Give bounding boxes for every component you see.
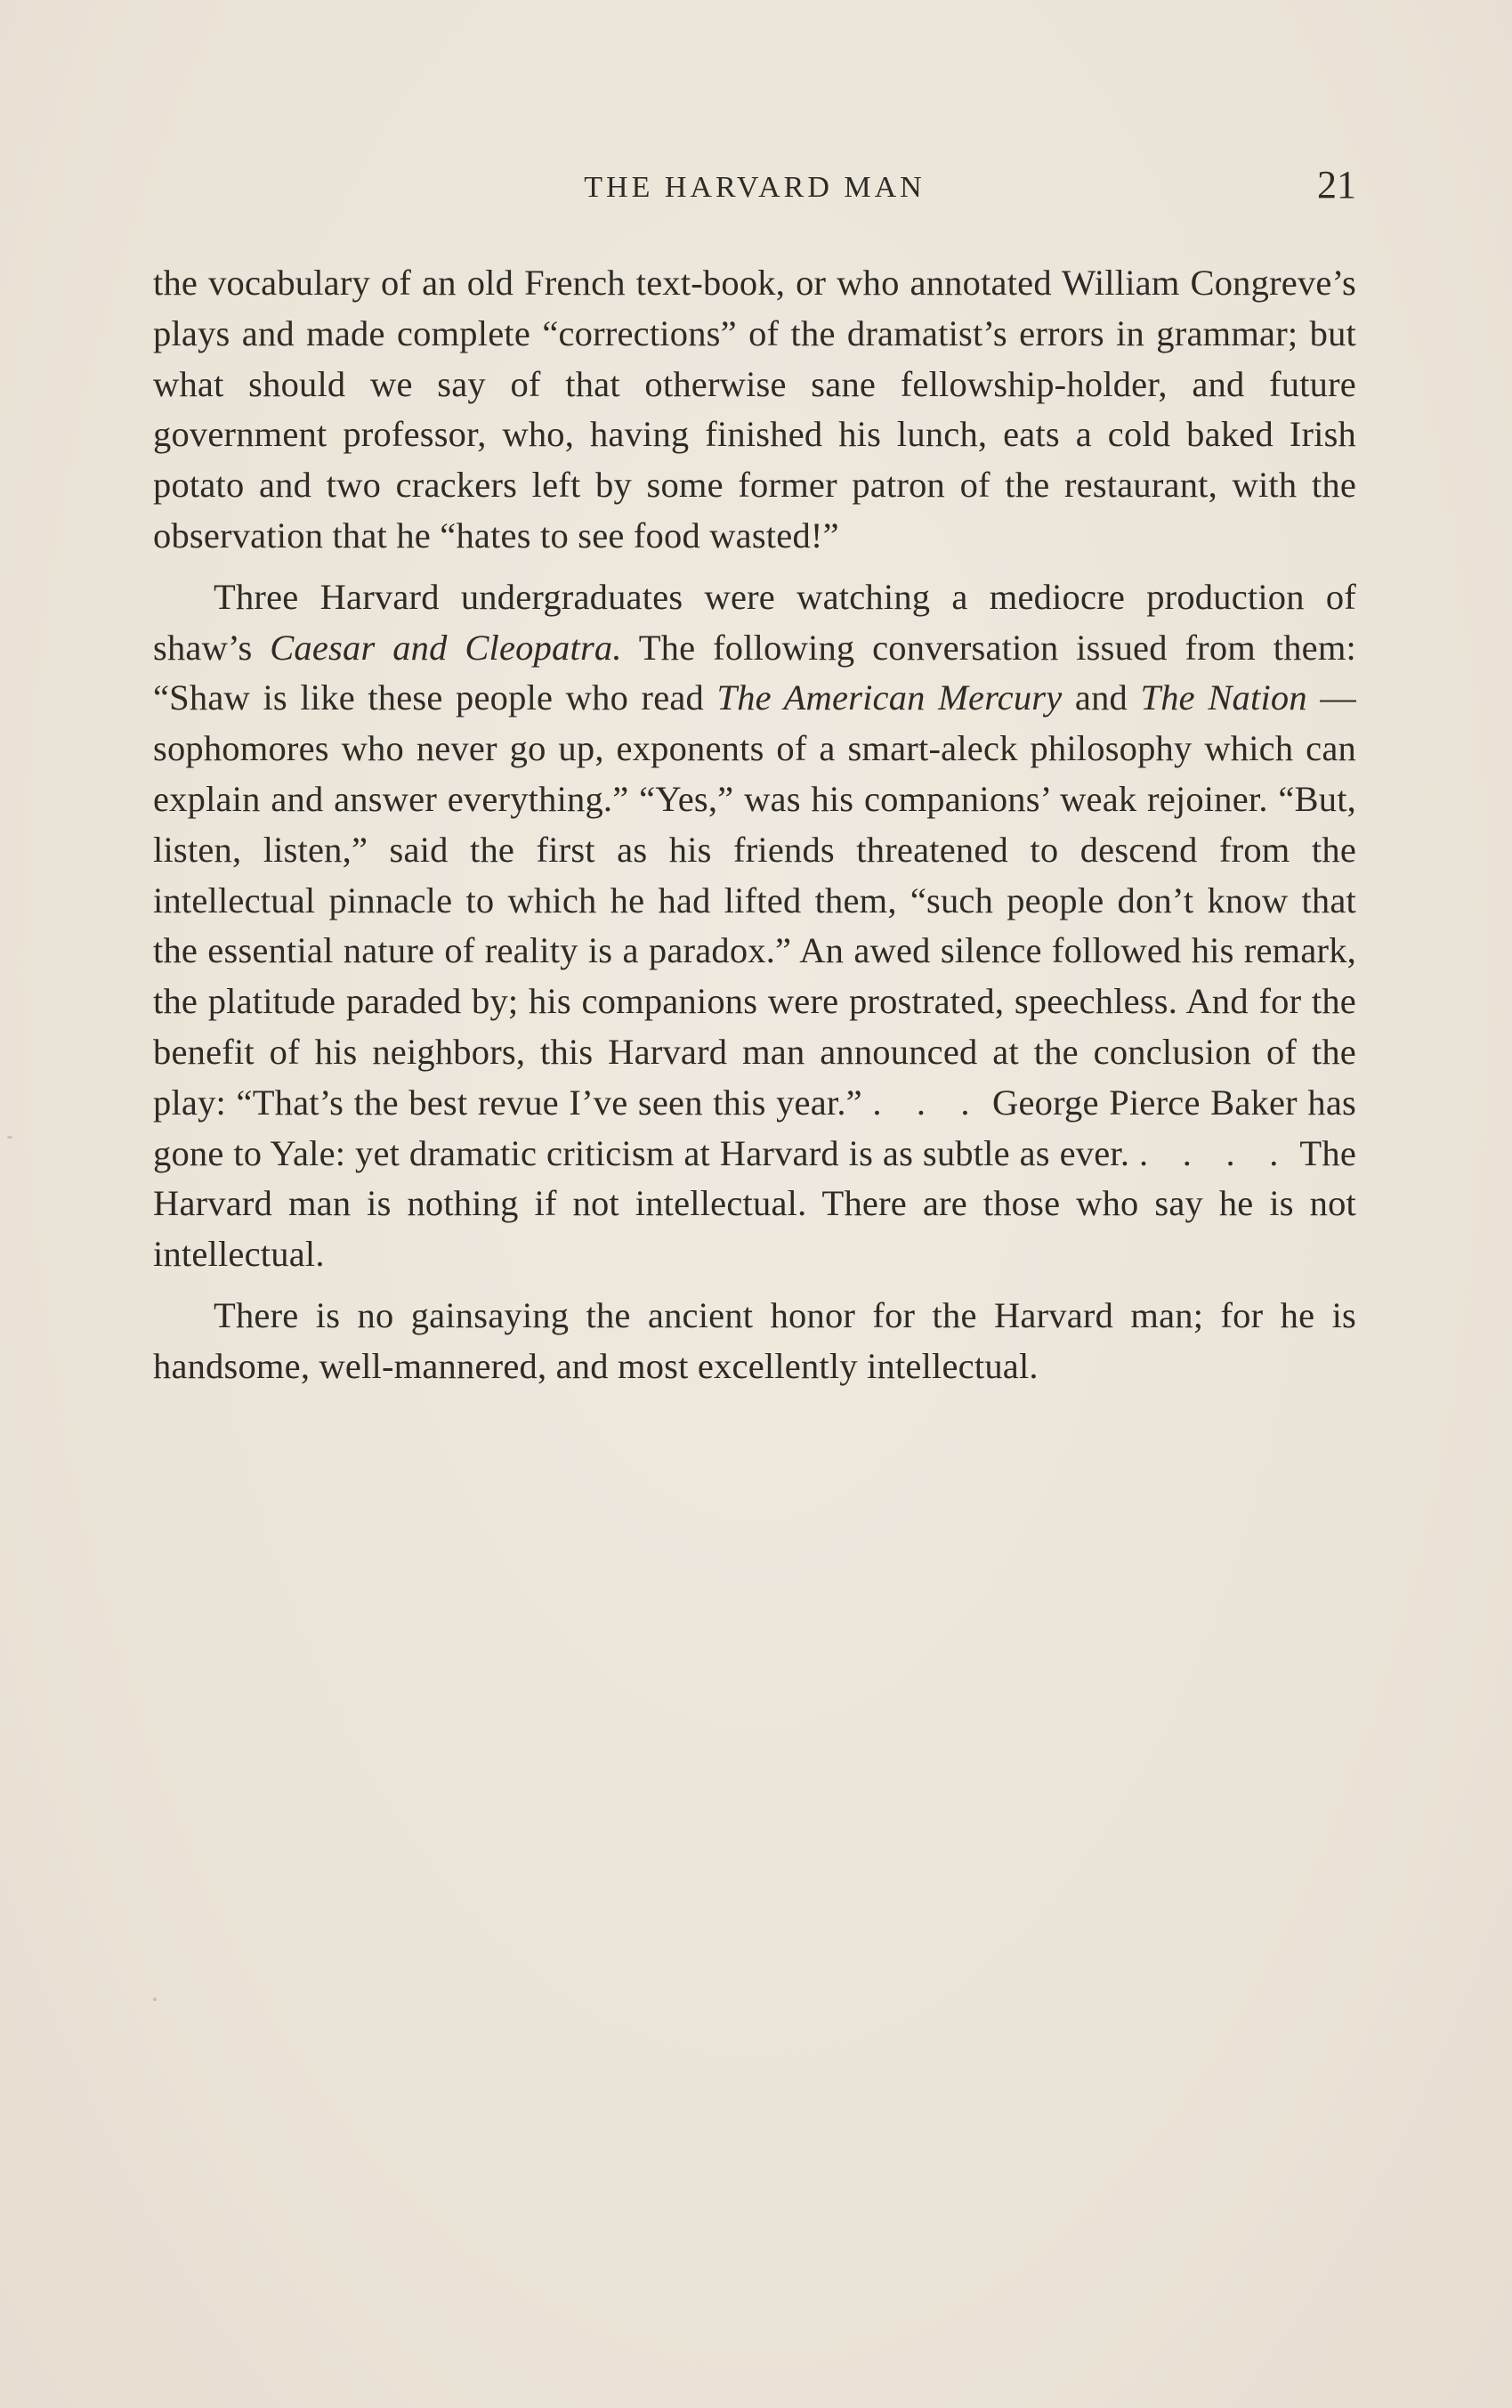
- paragraph-2-part-c: The following conversation issued from them: “Shaw is like these people who read: [153, 627, 1356, 718]
- paragraph-2-part-g: — sophomores who never go up, exponents of a smart-aleck philosophy which can explain and answer everything.” “Yes,” was his companions’ weak rejoiner. “But, listen, listen,” said the first as his friends threatened to descend from the intellectual pinnacle to which he had lifted them, “such people don’t know that the essential nature of reality is a paradox.” An awed silence followed his remark, the platitude paraded by; his companions were prostrated, speechless. And for the benefit of his neighbors, this Harvard man announced at the conclusion of the play: “That’s the best revue I’ve seen this year.”: [153, 677, 1356, 1123]
- magazine-title-italic: The American Mercury: [716, 677, 1063, 718]
- paragraph-2: [153, 572, 1356, 1280]
- running-title: THE HARVARD MAN: [584, 171, 926, 204]
- paragraph-2-part-e: and: [1062, 677, 1141, 718]
- paragraph-2-part-a: Three Harvard undergraduates were watching a mediocre production of shaw’s: [153, 576, 1356, 668]
- body-text: [153, 258, 1356, 1392]
- play-title-italic: Caesar and Cleopatra.: [270, 627, 622, 668]
- paragraph-1: the vocabulary of an old French text-book, or who annotated William Congreve’s plays and made complete “corrections” of the dramatist’s errors in grammar; but what should we say of that otherwise sane fellowship-holder, and future government professor, who, having finished his lunch, eats a cold baked Irish potato and two crackers left by some former patron of the restaurant, with the observation that he “hates to see food wasted!”: [153, 263, 1356, 555]
- ellipsis-2: . . . .: [1138, 1132, 1291, 1173]
- paper-speck: [7, 1136, 12, 1139]
- paper-speck: [153, 1998, 157, 2001]
- paragraph-3: There is no gainsaying the ancient honor for the Harvard man; for he is handsome, well-mannered, and most excellently intellectual.: [153, 1294, 1356, 1386]
- magazine-title-italic-2: The Nation: [1140, 677, 1307, 718]
- ellipsis-1: . . .: [872, 1082, 982, 1123]
- running-head: [153, 158, 1356, 212]
- paragraph-2-part-k: The Harvard man is nothing if not intellectual. There are those who say he is not intellectual.: [153, 1132, 1356, 1275]
- page-number: 21: [1317, 163, 1356, 207]
- paragraph-2-part-i: George Pierce Baker has gone to Yale: yet dramatic criticism at Harvard is as subtle as ever.: [153, 1082, 1357, 1173]
